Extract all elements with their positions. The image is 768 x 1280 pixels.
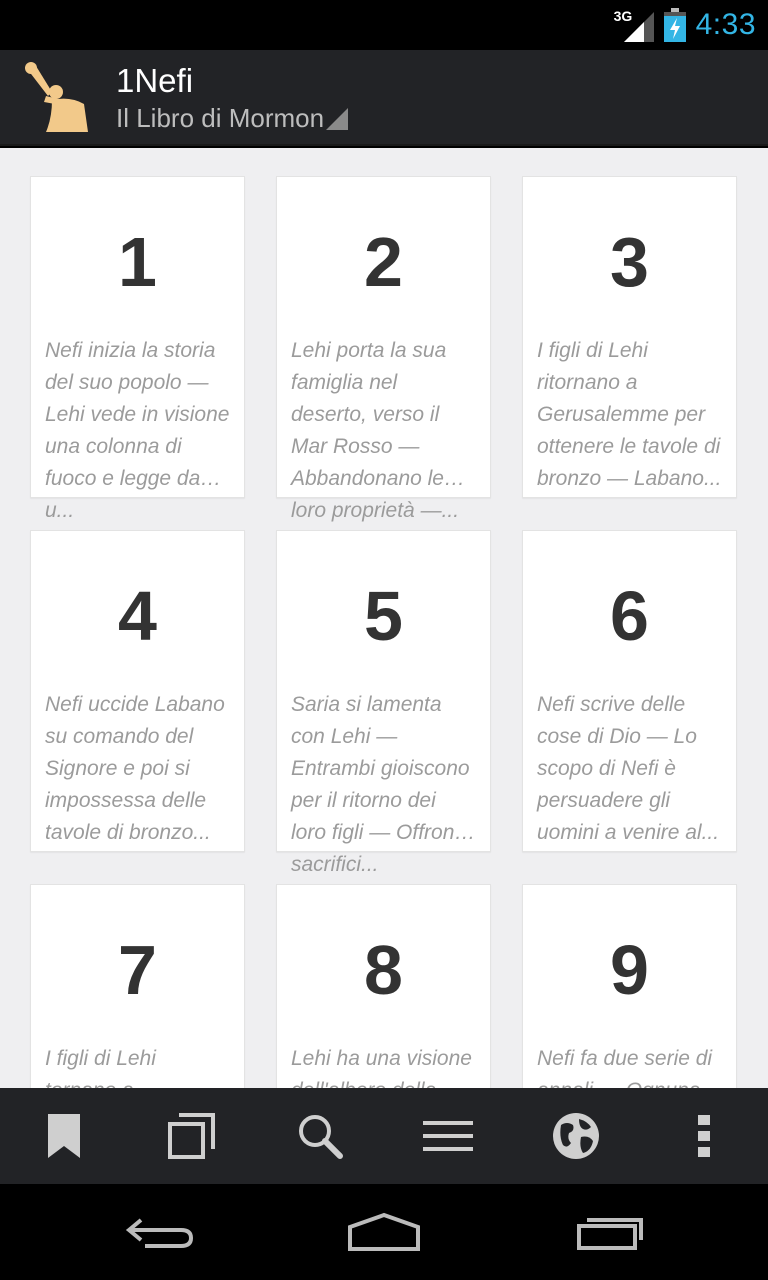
page-title: 1Nefi bbox=[116, 62, 194, 99]
chapter-grid bbox=[30, 176, 737, 1206]
system-nav-bar bbox=[0, 1184, 768, 1280]
book-selector-dropdown[interactable] bbox=[116, 102, 348, 134]
bookmark-button[interactable] bbox=[9, 1088, 119, 1184]
menu-button[interactable] bbox=[393, 1088, 503, 1184]
battery-icon bbox=[664, 8, 686, 42]
chapter-card-5[interactable] bbox=[276, 530, 491, 876]
chapter-summary: Nefi inizia la storia del suo popolo — Lehi vede in visione una colonna di fuoco e legge da u... bbox=[45, 339, 230, 522]
status-icons bbox=[614, 0, 756, 50]
back-button[interactable] bbox=[80, 1184, 240, 1280]
chapter-card-3[interactable] bbox=[522, 176, 737, 498]
chapter-number: 1 bbox=[118, 223, 157, 301]
chapter-summary: Nefi fa due serie di bbox=[537, 1047, 713, 1070]
chapter-card-1[interactable] bbox=[30, 176, 245, 522]
overflow-icon bbox=[698, 1115, 710, 1157]
home-icon bbox=[346, 1211, 422, 1253]
search-button[interactable] bbox=[265, 1088, 375, 1184]
chapter-card-4[interactable] bbox=[30, 530, 245, 852]
chapter-summary: Lehi porta la sua famiglia nel deserto, verso il Mar Rosso — Abbandonano le loro proprietà —... bbox=[291, 339, 460, 522]
recent-apps-icon bbox=[575, 1212, 645, 1252]
chapter-number: 5 bbox=[364, 577, 403, 655]
chapter-number: 9 bbox=[610, 931, 649, 1009]
menu-icon bbox=[423, 1118, 473, 1154]
chapter-number: 2 bbox=[364, 223, 403, 301]
chapter-number: 8 bbox=[364, 931, 403, 1009]
chapter-summary: I figli di Lehi bbox=[45, 1047, 156, 1070]
chapter-number: 6 bbox=[610, 577, 649, 655]
status-bar bbox=[0, 0, 768, 50]
overflow-menu-button[interactable] bbox=[649, 1088, 759, 1184]
chapter-card-6[interactable] bbox=[522, 530, 737, 852]
angel-moroni-icon[interactable] bbox=[22, 62, 94, 134]
chapter-number: 3 bbox=[610, 223, 649, 301]
chapter-summary: I figli di Lehi ritornano a Gerusalemme per ottenere le tavole di bronzo — Labano... bbox=[537, 339, 722, 490]
chapter-card-2[interactable] bbox=[276, 176, 491, 522]
bookmark-icon bbox=[46, 1112, 82, 1160]
search-icon bbox=[296, 1112, 344, 1160]
copy-windows-icon bbox=[167, 1111, 217, 1161]
network-indicator bbox=[614, 8, 654, 42]
recent-apps-button[interactable] bbox=[530, 1184, 690, 1280]
language-button[interactable] bbox=[521, 1088, 631, 1184]
title-block bbox=[116, 62, 348, 134]
globe-icon bbox=[551, 1111, 601, 1161]
book-subtitle: Il Libro di Mormon bbox=[116, 103, 325, 133]
home-button[interactable] bbox=[304, 1184, 464, 1280]
dropdown-triangle-icon bbox=[326, 108, 348, 130]
bottom-toolbar bbox=[0, 1088, 768, 1184]
back-icon bbox=[125, 1212, 195, 1252]
network-type-label: 3G bbox=[613, 8, 633, 24]
windows-button[interactable] bbox=[137, 1088, 247, 1184]
action-bar bbox=[0, 50, 768, 146]
signal-icon bbox=[624, 12, 654, 42]
chapter-summary: Saria si lamenta con Lehi — Entrambi gioiscono per il ritorno dei loro figli — Offrono sacrifici... bbox=[291, 693, 470, 876]
chapter-grid-area[interactable] bbox=[0, 148, 768, 1088]
chapter-summary: Lehi ha una visione bbox=[291, 1047, 472, 1070]
chapter-summary: Nefi uccide Labano su comando del Signore e poi si impossessa delle tavole di bronzo... bbox=[45, 693, 225, 844]
clock: 4:33 bbox=[695, 8, 756, 41]
chapter-number: 4 bbox=[118, 577, 157, 655]
chapter-number: 7 bbox=[118, 931, 157, 1009]
chapter-summary: Nefi scrive delle cose di Dio — Lo scopo di Nefi è persuadere gli uomini a venire al... bbox=[537, 693, 720, 844]
